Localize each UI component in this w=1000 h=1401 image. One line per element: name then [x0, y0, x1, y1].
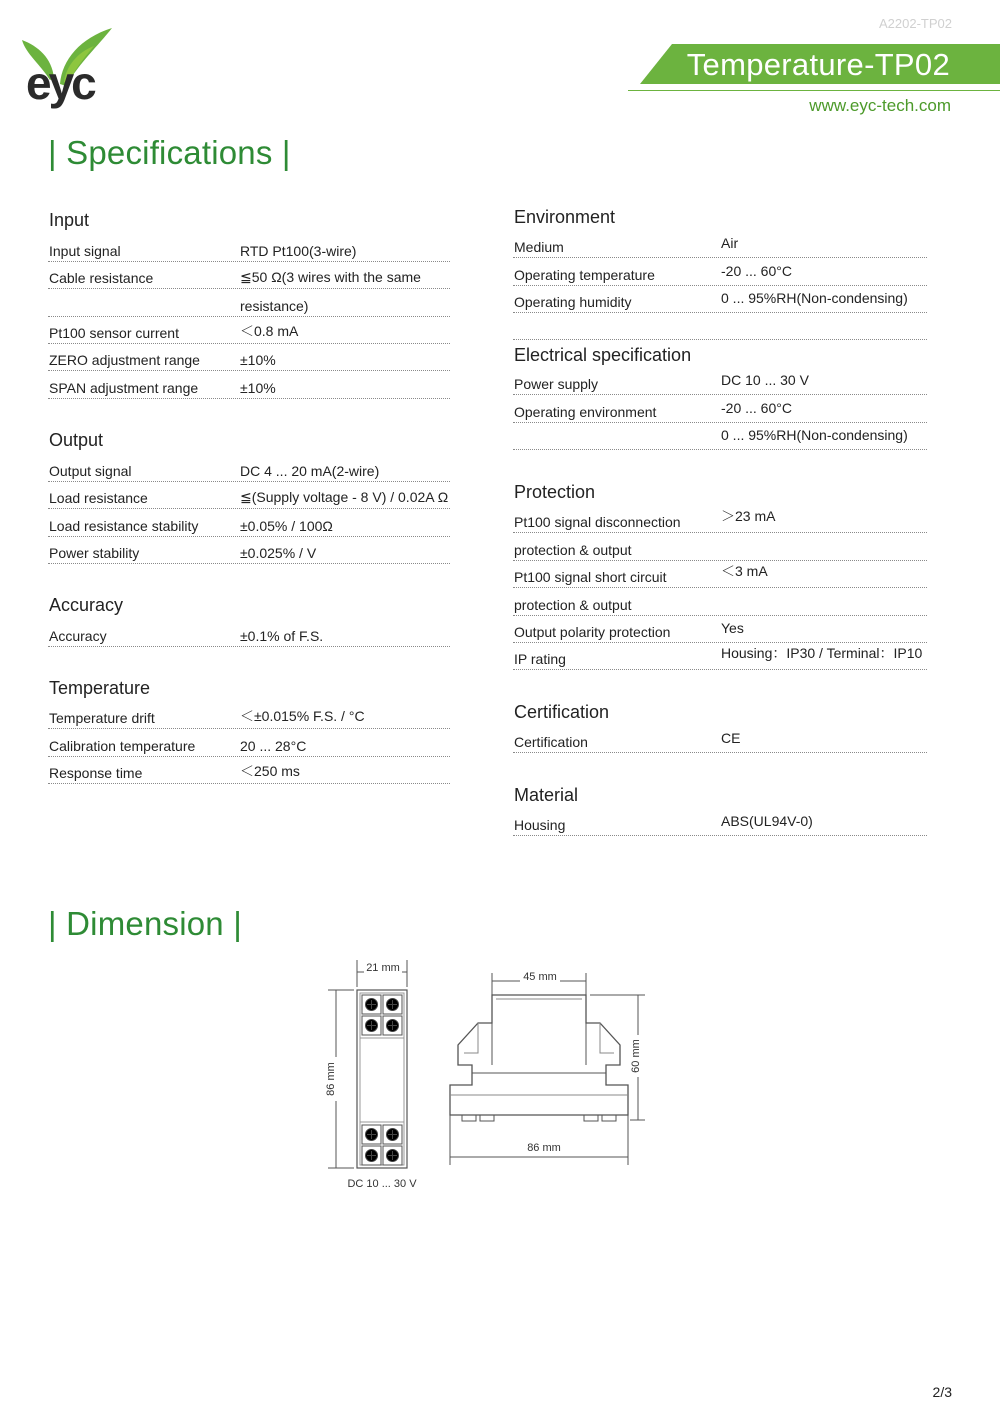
spec-row: [48, 757, 450, 784]
spec-row: [48, 730, 450, 757]
spec-value: resistance): [240, 298, 309, 314]
spec-label: Output signal: [49, 463, 132, 479]
spec-row: [513, 616, 927, 643]
spec-label: Pt100 sensor current: [49, 325, 179, 341]
spec-label: Calibration temperature: [49, 738, 196, 754]
output-heading: Output: [49, 430, 104, 450]
spec-row: [513, 313, 927, 340]
spec-value: ±10%: [240, 380, 276, 396]
front-height-label: 86 mm: [325, 1062, 337, 1096]
spec-label: Operating temperature: [514, 267, 655, 283]
environment-heading: Environment: [514, 207, 616, 227]
spec-value: ＜0.8 mA: [240, 323, 299, 339]
spec-row: [48, 455, 450, 482]
spec-row: [513, 506, 927, 533]
spec-value: ＜±0.015% F.S. / °C: [240, 708, 365, 724]
spec-label: Certification: [514, 734, 588, 750]
protection-heading: Protection: [514, 482, 596, 502]
spec-label: IP rating: [514, 651, 566, 667]
spec-row: [48, 235, 450, 262]
front-view-drawing: [318, 955, 428, 1195]
spec-label: Operating humidity: [514, 294, 632, 310]
input-heading: Input: [49, 210, 90, 230]
spec-row: [513, 396, 927, 423]
spec-row: [48, 510, 450, 537]
spec-value: ＞23 mA: [721, 508, 776, 524]
spec-value: DC 4 ... 20 mA(2-wire): [240, 463, 380, 479]
dimension-heading: | Dimension |: [48, 905, 242, 942]
material-heading: Material: [514, 785, 579, 805]
spec-row: [513, 259, 927, 286]
certification-heading: Certification: [514, 702, 610, 722]
spec-label: Load resistance stability: [49, 518, 199, 534]
electrical-heading: Electrical specification: [514, 345, 692, 365]
spec-value: Air: [721, 235, 739, 251]
spec-label: Pt100 signal short circuit: [514, 569, 667, 585]
spec-row: [513, 643, 927, 670]
spec-value: ＜250 ms: [240, 763, 300, 779]
spec-label: Temperature drift: [49, 710, 155, 726]
spec-value: DC 10 ... 30 V: [721, 372, 809, 388]
spec-value: ≦50 Ω(3 wires with the same: [240, 269, 421, 285]
product-title: Temperature-TP02: [686, 47, 950, 82]
spec-row: [48, 262, 450, 289]
spec-value: CE: [721, 730, 741, 746]
website-link[interactable]: www.eyc-tech.com: [809, 96, 951, 115]
spec-label: Operating environment: [514, 404, 657, 420]
spec-value: -20 ... 60°C: [721, 400, 792, 416]
front-width-label: 21 mm: [366, 962, 400, 974]
spec-label: Medium: [514, 239, 564, 255]
spec-label: SPAN adjustment range: [49, 380, 199, 396]
spec-row: [48, 290, 450, 317]
spec-value: ±0.1% of F.S.: [240, 628, 324, 644]
spec-value: ＜3 mA: [721, 563, 768, 579]
temperature-heading: Temperature: [49, 678, 151, 698]
spec-label: Pt100 signal disconnection: [514, 514, 681, 530]
spec-label: Load resistance: [49, 490, 148, 506]
spec-label: Input signal: [49, 243, 121, 259]
spec-row: [513, 561, 927, 588]
side-view-drawing: [440, 965, 660, 1170]
spec-label: Accuracy: [49, 628, 107, 644]
spec-value: 0 ... 95%RH(Non-condensing): [721, 427, 908, 443]
spec-row: [513, 534, 927, 561]
spec-label: Response time: [49, 765, 143, 781]
spec-row: [48, 344, 450, 371]
company-logo: [20, 24, 120, 108]
spec-label: Housing: [514, 817, 566, 833]
spec-value: RTD Pt100(3-wire): [240, 243, 357, 259]
spec-row: [513, 809, 927, 836]
document-code: A2202-TP02: [879, 16, 952, 31]
banner-underline: [628, 90, 1000, 91]
spec-row: [513, 589, 927, 616]
spec-label: protection & output: [514, 597, 632, 613]
logo-wordmark: eyc: [26, 57, 94, 109]
spec-label: Output polarity protection: [514, 624, 671, 640]
spec-value: 20 ... 28°C: [240, 738, 307, 754]
spec-value: ABS(UL94V-0): [721, 813, 813, 829]
spec-value: -20 ... 60°C: [721, 263, 792, 279]
spec-label: Power stability: [49, 545, 140, 561]
spec-row: [513, 231, 927, 258]
spec-row: [48, 372, 450, 399]
spec-row: [513, 423, 927, 450]
side-bottom-width-label: 86 mm: [527, 1142, 561, 1154]
specifications-heading: | Specifications |: [48, 134, 291, 171]
side-top-width-label: 45 mm: [523, 971, 557, 983]
spec-row: [48, 482, 450, 509]
spec-row: [513, 286, 927, 313]
spec-value: ≦(Supply voltage - 8 V) / 0.02A Ω: [240, 489, 449, 505]
spec-value: Yes: [721, 620, 744, 636]
spec-row: [48, 702, 450, 729]
spec-value: ±10%: [240, 352, 276, 368]
accuracy-heading: Accuracy: [49, 595, 124, 615]
front-voltage-caption: DC 10 ... 30 V: [347, 1178, 417, 1190]
side-height-label: 60 mm: [630, 1039, 642, 1073]
spec-label: Cable resistance: [49, 270, 154, 286]
spec-row: [48, 620, 450, 647]
spec-row: [513, 726, 927, 753]
spec-value: 0 ... 95%RH(Non-condensing): [721, 290, 908, 306]
page-number: 2/3: [932, 1384, 952, 1400]
spec-label: protection & output: [514, 542, 632, 558]
spec-row: [48, 317, 450, 344]
spec-row: [48, 537, 450, 564]
spec-value: ±0.025% / V: [240, 545, 317, 561]
spec-value: ±0.05% / 100Ω: [240, 518, 333, 534]
spec-row: [513, 368, 927, 395]
spec-value: Housing：IP30 / Terminal：IP10: [721, 645, 923, 661]
spec-label: Power supply: [514, 376, 599, 392]
spec-label: ZERO adjustment range: [49, 352, 200, 368]
